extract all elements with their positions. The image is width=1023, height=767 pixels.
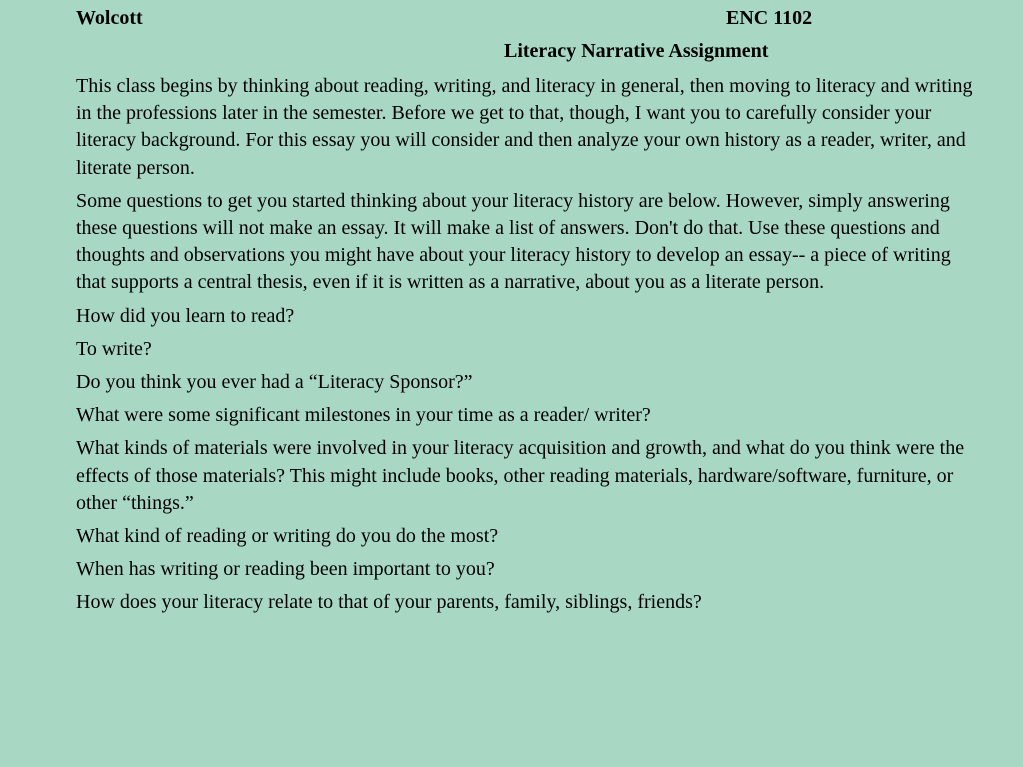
question-item: What kind of reading or writing do you do the most? (76, 525, 499, 548)
question-item: When has writing or reading been important to you? (76, 558, 495, 581)
document-header (76, 7, 976, 33)
intro-paragraph: This class begins by thinking about reading, writing, and literacy in general, then moving to literacy and writing in the professions later in the semester. Before we get to that, though, I want you to carefully consider your literacy background. For this essay you will consider and then analyze your own history as a reader, writer, and literate person. (76, 75, 973, 179)
question-item: How did you learn to read? (76, 304, 295, 327)
question-item: What were some significant milestones in your time as a reader/ writer? (76, 404, 651, 427)
question-item: What kinds of materials were involved in your literacy acquisition and growth, and what do you think were the effects of those materials? This might include books, other reading materials, hardware/software, furniture, or other “things.” (76, 437, 965, 514)
question-item: How does your literacy relate to that of your parents, family, siblings, friends? (76, 591, 702, 614)
author-name: Wolcott (76, 7, 143, 29)
course-code: ENC 1102 (726, 7, 813, 29)
assignment-title: Literacy Narrative Assignment (504, 40, 769, 62)
instructions-paragraph: Some questions to get you started thinking about your literacy history are below. However, simply answering these questions will not make an essay. It will make a list of answers. Don't do that. Use these questions and thoughts and observations you might have about your literacy history to develop an essay-- a piece of writing that supports a central thesis, even if it is written as a narrative, about you as a literate person. (76, 189, 951, 294)
document-body (76, 73, 976, 623)
question-item: To write? (76, 337, 152, 360)
question-item: Do you think you ever had a “Literacy Sponsor?” (76, 371, 473, 394)
